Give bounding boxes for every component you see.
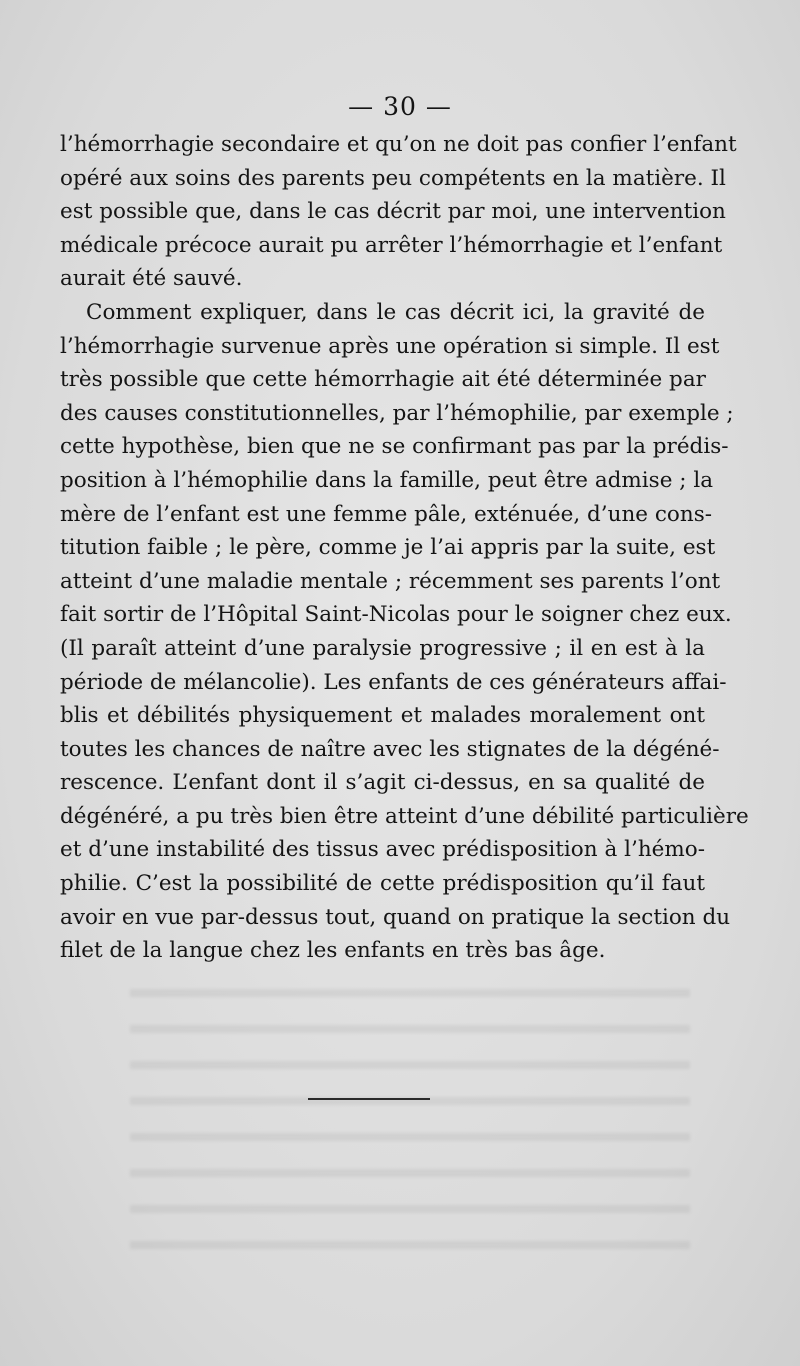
text-line: période de mélancolie). Les enfants de ces générateurs affai- xyxy=(60,669,727,695)
text-line: position à l’hémophilie dans la famille, peut être admise ; la xyxy=(60,467,714,493)
text-line: médicale précoce aurait pu arrêter l’hémorrhagie et l’enfant xyxy=(60,232,723,258)
text-line: blis et débilités physiquement et malades moralement ont xyxy=(60,703,705,729)
text-line: cette hypothèse, bien que ne se confirmant pas par la prédis- xyxy=(60,434,729,460)
body-text xyxy=(60,128,749,968)
text-line: est possible que, dans le cas décrit par moi, une intervention xyxy=(60,199,726,225)
text-line: l’hémorrhagie survenue après une opération si simple. Il est xyxy=(60,333,720,359)
text-line: titution faible ; le père, comme je l’ai appris par la suite, est xyxy=(60,535,716,561)
text-line: filet de la langue chez les enfants en très bas âge. xyxy=(60,938,606,964)
text-line: l’hémorrhagie secondaire et qu’on ne doit pas confier l’enfant xyxy=(60,132,737,157)
text-line: aurait été sauvé. xyxy=(60,266,243,292)
text-line: opéré aux soins des parents peu compétents en la matière. Il xyxy=(60,165,726,191)
text-line: fait sortir de l’Hôpital Saint-Nicolas pour le soigner chez eux. xyxy=(60,602,732,628)
text-line: philie. C’est la possibilité de cette prédisposition qu’il faut xyxy=(60,871,705,897)
text-line: et d’une instabilité des tissus avec prédisposition à l’hémo- xyxy=(60,837,705,863)
text-line: avoir en vue par-dessus tout, quand on pratique la section du xyxy=(60,904,731,930)
text-line: Comment expliquer, dans le cas décrit ici, la gravité de xyxy=(86,299,705,325)
text-line: rescence. L’enfant dont il s’agit ci-dessus, en sa qualité de xyxy=(60,770,705,796)
text-line: dégénéré, a pu très bien être atteint d’une débilité particulière xyxy=(60,803,749,829)
page-number: — 30 — xyxy=(348,92,452,121)
text-line: très possible que cette hémorrhagie ait été déterminée par xyxy=(60,367,706,393)
text-line: atteint d’une maladie mentale ; récemment ses parents l’ont xyxy=(60,568,721,594)
text-line: toutes les chances de naître avec les stignates de la dégéné- xyxy=(60,736,720,762)
text-line: mère de l’enfant est une femme pâle, exténuée, d’une cons- xyxy=(60,501,712,527)
bleed-through-shadow xyxy=(130,975,690,1265)
text-line: (Il paraît atteint d’une paralysie progressive ; il en est à la xyxy=(60,635,705,661)
text-line: des causes constitutionnelles, par l’hémophilie, par exemple ; xyxy=(60,400,734,426)
end-rule-divider xyxy=(308,1098,430,1100)
